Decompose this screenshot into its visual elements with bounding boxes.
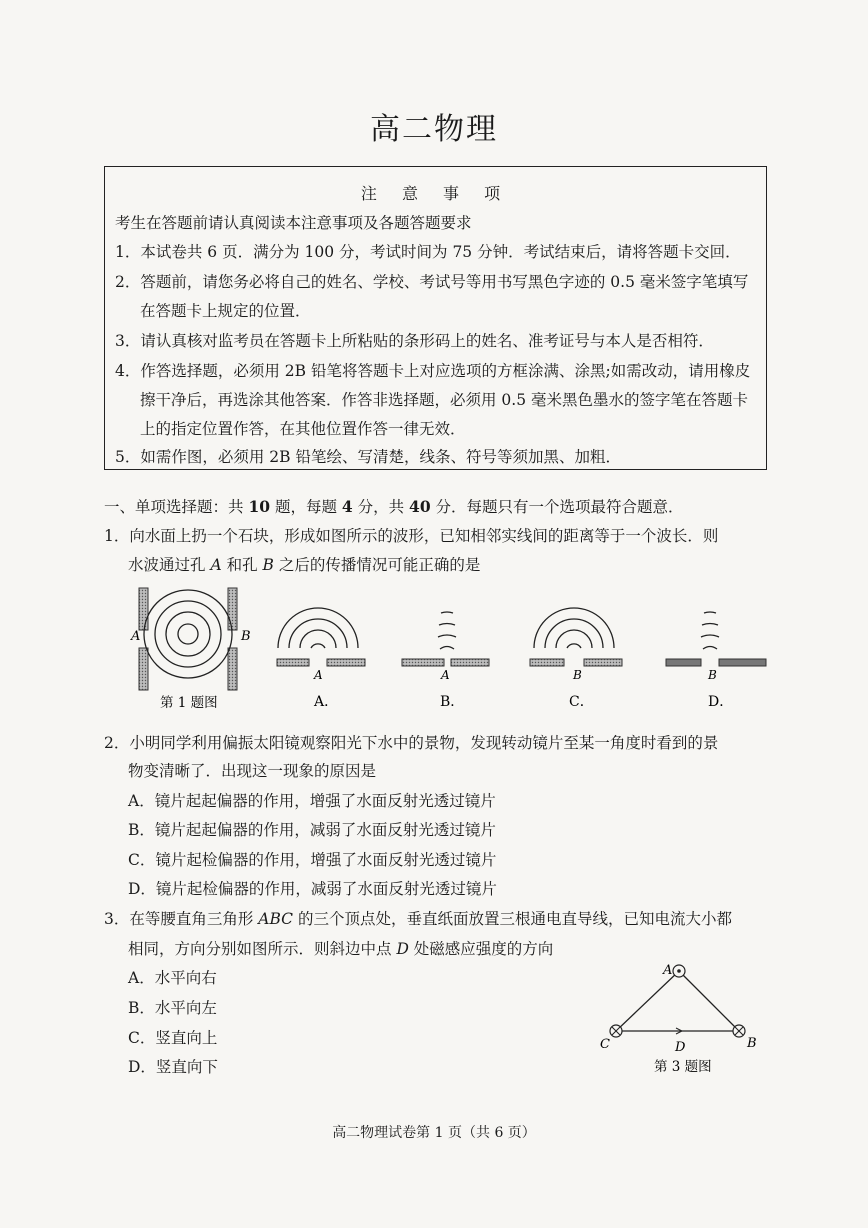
notice-box [104, 166, 767, 470]
q1-hole-label: A [441, 668, 450, 682]
q2-stem-line2: 物变清晰了．出现这一现象的原因是 [128, 762, 377, 780]
q1-option-b-diagram [402, 612, 489, 710]
q1-hole-label: B [573, 668, 582, 682]
q3-option-c: C．竖直向上 [128, 1029, 218, 1047]
wire-out-of-page-icon [673, 965, 685, 977]
q1-option-b-label: B． [440, 694, 465, 710]
q3-figure [590, 956, 770, 1081]
q1-option-a-label: A． [314, 694, 339, 710]
page-title: 高二物理 [370, 112, 498, 147]
q1-label-a: A [131, 629, 141, 644]
q3-option-d: D．竖直向下 [128, 1058, 218, 1076]
notice-item: 2．答题前，请您务必将自己的姓名、学校、考试号等用书写黑色字迹的 0.5 毫米签字笔填写 [115, 273, 749, 291]
q3-stem-line2: 相同，方向分别如图所示．则斜边中点 D 处磁感应强度的方向 [128, 940, 554, 958]
q3-point-d: D [675, 1040, 686, 1055]
wire-into-page-icon [733, 1025, 745, 1037]
q1-option-c-diagram [530, 608, 622, 710]
q3-vertex-a: A [663, 963, 673, 978]
q1-option-a-diagram [277, 608, 365, 710]
notice-item: 擦干净后，再选涂其他答案．作答非选择题，必须用 0.5 毫米黑色墨水的签字笔在答题卡 [140, 391, 749, 409]
section-heading: 一、单项选择题：共 10 题，每题 4 分，共 40 分．每题只有一个选项最符合题意． [104, 497, 684, 516]
q1-hole-label: B [708, 668, 717, 682]
notice-intro: 考生在答题前请认真阅读本注意事项及各题答题要求 [115, 214, 472, 232]
q1-option-d-label: D． [708, 694, 734, 710]
notice-item: 上的指定位置作答，在其他位置作答一律无效． [140, 420, 466, 438]
q3-option-a: A．水平向右 [128, 969, 217, 987]
q3-option-b: B．水平向左 [128, 999, 217, 1017]
q1-option-c-label: C． [569, 694, 594, 710]
q3-vertex-c: C [600, 1037, 610, 1052]
notice-item: 5．如需作图，必须用 2B 铅笔绘、写清楚，线条、符号等须加黑、加粗． [115, 448, 621, 466]
q1-fig-caption: 第 1 题图 [160, 695, 218, 711]
q1-hole-label: A [314, 668, 323, 682]
q1-stem-line2: 水波通过孔 A 和孔 B 之后的传播情况可能正确的是 [128, 556, 481, 574]
notice-item: 3．请认真核对监考员在答题卡上所粘贴的条形码上的姓名、准考证号与本人是否相符． [115, 332, 714, 350]
q2-option-b: B．镜片起起偏器的作用，减弱了水面反射光透过镜片 [128, 821, 496, 839]
q1-figure [120, 580, 780, 715]
q3-stem-line1: 3．在等腰直角三角形 ABC 的三个顶点处，垂直纸面放置三根通电直导线，已知电流大小都 [104, 910, 732, 928]
q1-option-d-diagram [666, 612, 766, 710]
q2-option-d: D．镜片起检偏器的作用，减弱了水面反射光透过镜片 [128, 880, 497, 898]
q3-vertex-b: B [747, 1036, 757, 1051]
notice-item: 在答题卡上规定的位置． [140, 302, 311, 320]
q2-option-c: C．镜片起检偏器的作用，增强了水面反射光透过镜片 [128, 851, 497, 869]
notice-heading: 注 意 事 项 [360, 184, 511, 203]
q2-stem-line1: 2．小明同学利用偏振太阳镜观察阳光下水中的景物，发现转动镜片至某一角度时看到的景 [104, 734, 719, 752]
page-footer: 高二物理试卷第 1 页（共 6 页） [332, 1125, 536, 1141]
q3-fig-caption: 第 3 题图 [654, 1059, 712, 1075]
q1-stem-line1: 1．向水面上扔一个石块，形成如图所示的波形，已知相邻实线间的距离等于一个波长．则 [104, 527, 719, 545]
notice-item: 1．本试卷共 6 页．满分为 100 分，考试时间为 75 分钟．考试结束后，请将答题卡交回． [115, 243, 741, 261]
notice-item: 4．作答选择题，必须用 2B 铅笔将答题卡上对应选项的方框涂满、涂黑;如需改动，请用橡皮 [115, 362, 751, 380]
q2-option-a: A．镜片起起偏器的作用，增强了水面反射光透过镜片 [128, 792, 496, 810]
q1-label-b: B [241, 629, 251, 644]
q1-source-diagram [130, 588, 251, 711]
wire-into-page-icon [610, 1025, 622, 1037]
